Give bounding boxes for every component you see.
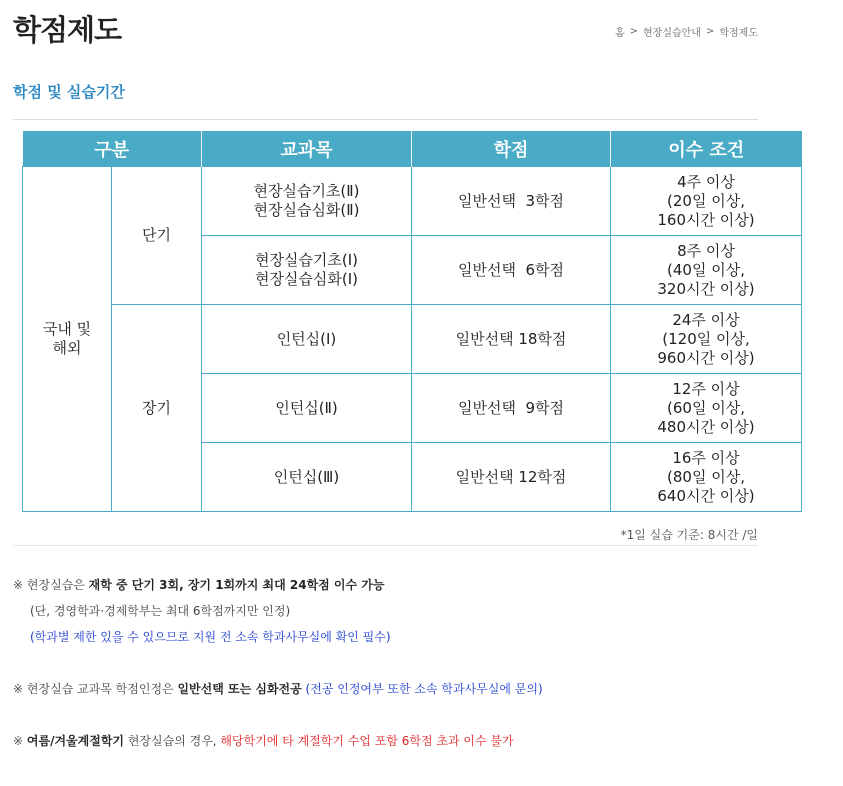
note-item	[13, 680, 773, 706]
note-item	[13, 732, 773, 758]
condition-cell	[611, 167, 802, 236]
condition-cell	[611, 443, 802, 512]
note-text: 현장실습의 경우,	[124, 734, 221, 748]
condition-hours: 480시간 이상)	[657, 417, 755, 436]
note-text: 현장실습 교과목 학점인정은	[26, 682, 178, 696]
course-name: 인턴십(Ⅱ)	[275, 398, 338, 417]
breadcrumb-separator: >	[629, 26, 638, 37]
condition-weeks: 24주 이상	[672, 310, 740, 329]
condition-weeks: 4주 이상	[677, 172, 735, 191]
divider	[13, 119, 758, 120]
credit-cell: 일반선택 12학점	[412, 443, 611, 512]
condition-weeks: 12주 이상	[672, 379, 740, 398]
breadcrumb-link-field-practice[interactable]: 현장실습안내	[643, 28, 701, 39]
condition-hours: 160시간 이상)	[657, 210, 755, 229]
note-mark: ※	[13, 578, 24, 592]
condition-days: (120일 이상,	[662, 329, 750, 348]
table-row	[23, 305, 802, 374]
note-subitem: (학과별 제한 있을 수 있으므로 지원 전 소속 학과사무실에 확인 필수)	[30, 630, 391, 644]
credit-cell: 일반선택 9학점	[412, 374, 611, 443]
table-row	[23, 167, 802, 236]
section-heading: 학점 및 실습기간	[13, 83, 125, 101]
table-header-row	[23, 131, 802, 167]
notes-section	[13, 576, 773, 758]
credit-cell: 일반선택 3학점	[412, 167, 611, 236]
credit-cell: 일반선택 18학점	[412, 305, 611, 374]
note-item	[13, 576, 773, 602]
breadcrumb	[615, 24, 758, 39]
condition-weeks: 16주 이상	[672, 448, 740, 467]
divider	[13, 545, 758, 546]
note-subitem: (단, 경영학과·경제학부는 최대 6학점까지만 인정)	[30, 604, 291, 618]
header-condition: 이수 조건	[611, 131, 802, 167]
course-name: 인턴십(Ⅰ)	[276, 329, 337, 348]
breadcrumb-home-link[interactable]: 홈	[614, 28, 625, 39]
course-cell	[202, 236, 412, 305]
note-text: 현장실습은	[26, 578, 89, 592]
note-emphasis: 일반선택 또는 심화전공	[177, 682, 302, 696]
course-cell	[202, 374, 412, 443]
condition-hours: 640시간 이상)	[657, 486, 755, 505]
condition-hours: 960시간 이상)	[657, 348, 755, 367]
course-name: 인턴십(Ⅲ)	[273, 467, 340, 486]
note-mark: ※	[13, 682, 24, 696]
condition-weeks: 8주 이상	[677, 241, 735, 260]
course-name: 현장실습기초(Ⅱ)	[253, 182, 360, 200]
condition-cell	[611, 305, 802, 374]
condition-cell	[611, 374, 802, 443]
credit-table	[22, 131, 802, 512]
note-emphasis: 재학 중 단기 3회, 장기 1회까지 최대 24학점 이수 가능	[88, 578, 385, 592]
group-short-cell: 단기	[112, 167, 202, 305]
condition-days: (20일 이상,	[667, 191, 745, 210]
course-cell	[202, 167, 412, 236]
header-credit: 학점	[412, 131, 611, 167]
region-cell: 국내 및 해외	[23, 167, 112, 512]
header-course: 교과목	[202, 131, 412, 167]
course-cell	[202, 443, 412, 512]
condition-days: (40일 이상,	[667, 260, 745, 279]
course-cell	[202, 305, 412, 374]
note-inquiry: (전공 인정여부 또한 소속 학과사무실에 문의)	[301, 682, 543, 696]
group-long-cell: 장기	[112, 305, 202, 512]
header-category: 구분	[23, 131, 202, 167]
condition-cell	[611, 236, 802, 305]
note-emphasis: 여름/겨울계절학기	[26, 734, 125, 748]
condition-days: (60일 이상,	[667, 398, 745, 417]
breadcrumb-current: 학점제도	[719, 28, 758, 39]
page-title: 학점제도	[13, 13, 122, 47]
credit-cell: 일반선택 6학점	[412, 236, 611, 305]
table-footnote: *1일 실습 기준: 8시간 /일	[620, 528, 758, 542]
condition-hours: 320시간 이상)	[657, 279, 755, 298]
course-name: 현장실습심화(Ⅰ)	[254, 270, 359, 288]
course-name: 현장실습기초(Ⅰ)	[254, 251, 359, 269]
note-mark: ※	[13, 734, 24, 748]
breadcrumb-separator: >	[705, 26, 715, 37]
condition-days: (80일 이상,	[667, 467, 745, 486]
course-name: 현장실습심화(Ⅱ)	[253, 201, 360, 219]
note-warning: 해당학기에 타 계절학기 수업 포함 6학점 초과 이수 불가	[220, 734, 514, 748]
